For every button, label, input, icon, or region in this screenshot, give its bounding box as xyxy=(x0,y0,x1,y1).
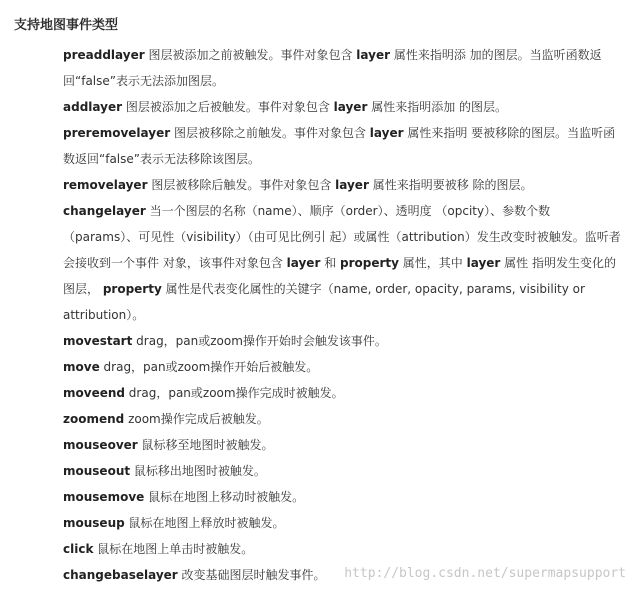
event-description xyxy=(93,542,253,556)
event-description xyxy=(130,464,266,478)
event-description xyxy=(144,490,304,504)
description-text: drag，pan或zoom操作开始时会触发该事件。 xyxy=(132,334,387,348)
property-keyword: property xyxy=(340,256,399,270)
event-name: mouseover xyxy=(63,438,138,452)
description-text: 鼠标在地图上单击时被触发。 xyxy=(93,542,254,556)
description-text: 属性来指明添加 的图层。 xyxy=(367,100,508,114)
event-description xyxy=(178,568,326,582)
property-keyword: layer xyxy=(356,48,391,62)
event-item-addlayer xyxy=(63,94,623,120)
description-text: drag，pan或zoom操作完成时被触发。 xyxy=(124,386,344,400)
description-text: 改变基础图层时触发事件。 xyxy=(177,568,326,582)
description-text: 和 xyxy=(320,256,341,270)
event-item-mouseout xyxy=(63,458,623,484)
property-keyword: layer xyxy=(286,256,321,270)
description-text: 图层被添加之前被触发。事件对象包含 xyxy=(144,48,357,62)
event-name: preremovelayer xyxy=(63,126,171,140)
description-text: 图层被添加之后被触发。事件对象包含 xyxy=(122,100,334,114)
property-keyword: layer xyxy=(335,178,369,192)
event-item-preaddlayer xyxy=(63,42,623,94)
event-description xyxy=(122,100,507,114)
description-text: 属性，其中 xyxy=(398,256,467,270)
event-item-mouseover xyxy=(63,432,623,458)
event-item-moveend xyxy=(63,380,623,406)
event-description xyxy=(138,438,274,452)
event-description xyxy=(125,516,285,530)
description-text: 鼠标移出地图时被触发。 xyxy=(130,464,266,478)
property-keyword: layer xyxy=(369,126,404,140)
property-keyword: layer xyxy=(466,256,501,270)
description-text: 图层被移除后触发。事件对象包含 xyxy=(147,178,336,192)
description-text: 当一个图层的名称（name）、顺序（order）、透明度 （opcity）、参数个数（params）、可见性（visibility）（由可见比例引 起）或属性（attribution）发生改变时被触发。监听者会接收到一个事件 对象，该事件对象包含 xyxy=(63,204,621,270)
event-name: preaddlayer xyxy=(63,48,145,62)
description-text: 鼠标移至地图时被触发。 xyxy=(137,438,274,452)
description-text: 图层被移除之前触发。事件对象包含 xyxy=(170,126,370,140)
event-list xyxy=(63,42,623,588)
event-item-click xyxy=(63,536,623,562)
event-item-changelayer xyxy=(63,198,623,328)
event-name: movestart xyxy=(63,334,133,348)
event-item-move xyxy=(63,354,623,380)
event-item-mouseup xyxy=(63,510,623,536)
description-text: 属性 指明发生变化的图层， xyxy=(63,256,616,296)
event-description xyxy=(125,386,344,400)
event-item-preremovelayer xyxy=(63,120,623,172)
event-name: move xyxy=(63,360,100,374)
event-name: moveend xyxy=(63,386,125,400)
description-text: 属性来指明要被移 除的图层。 xyxy=(368,178,533,192)
event-item-removelayer xyxy=(63,172,623,198)
event-item-zoomend xyxy=(63,406,623,432)
event-description xyxy=(124,412,269,426)
property-keyword: property xyxy=(102,282,162,296)
section-heading: 支持地图事件类型 xyxy=(14,18,119,33)
event-description xyxy=(148,178,533,192)
event-name: mouseout xyxy=(63,464,131,478)
property-keyword: layer xyxy=(333,100,368,114)
event-description xyxy=(100,360,319,374)
description-text: 属性来指明 要被移除的图层。当监听函数返回“false”表示无法移除该图层。 xyxy=(63,126,616,166)
event-name: mousemove xyxy=(63,490,145,504)
event-name: zoomend xyxy=(63,412,125,426)
description-text: zoom操作完成后被触发。 xyxy=(124,412,269,426)
watermark: http://blog.csdn.net/supermapsupport xyxy=(344,566,626,581)
event-item-mousemove xyxy=(63,484,623,510)
event-name: addlayer xyxy=(63,100,122,114)
event-name: changelayer xyxy=(63,204,146,218)
description-text: drag，pan或zoom操作开始后被触发。 xyxy=(99,360,319,374)
description-text: 属性是代表变化属性的关键字（name, order, opacity, params, visibility or attribution）。 xyxy=(63,282,585,322)
event-description xyxy=(132,334,387,348)
description-text: 鼠标在地图上释放时被触发。 xyxy=(124,516,285,530)
event-description xyxy=(63,48,602,88)
event-name: removelayer xyxy=(63,178,148,192)
description-text: 属性来指明添 加的图层。当监听函数返回“false”表示无法添加图层。 xyxy=(63,48,602,88)
event-name: click xyxy=(63,542,94,556)
description-text: 鼠标在地图上移动时被触发。 xyxy=(144,490,305,504)
event-description xyxy=(63,204,621,322)
event-name: mouseup xyxy=(63,516,125,530)
event-name: changebaselayer xyxy=(63,568,178,582)
event-item-movestart xyxy=(63,328,623,354)
